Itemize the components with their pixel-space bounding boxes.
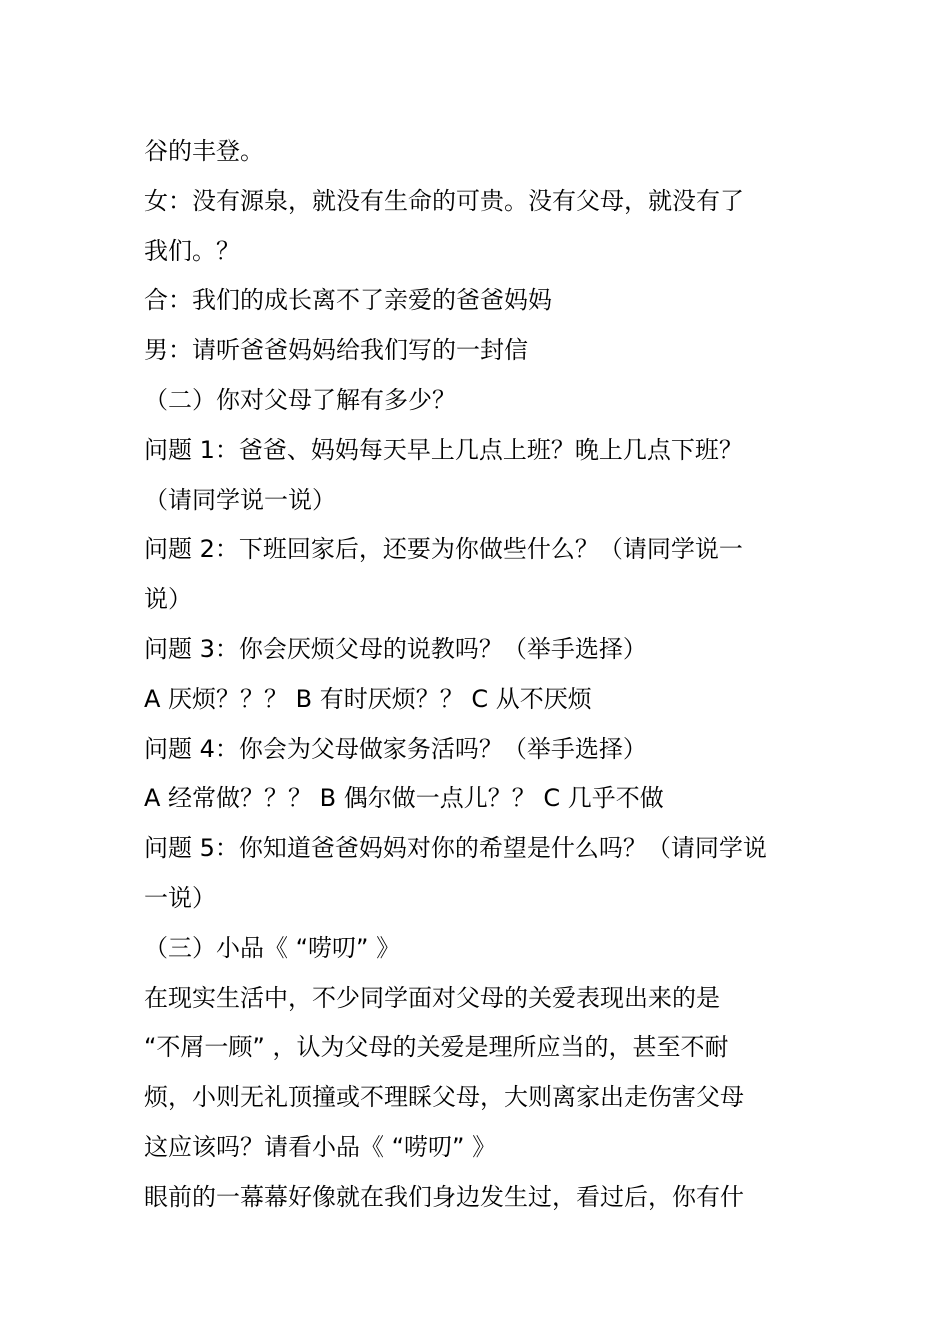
paragraph-line: “不屑一顾” ，认为父母的关爱是理所应当的，甚至不耐 <box>144 1033 729 1062</box>
paragraph-line: 眼前的一幕幕好像就在我们身边发生过，看过后，你有什 <box>144 1182 744 1211</box>
text-line: （请同学说一说） <box>144 485 336 514</box>
paragraph-line: 在现实生活中，不少同学面对父母的关爱表现出来的是 <box>144 983 720 1012</box>
text-line: 谷的丰登。 <box>144 137 264 165</box>
document-body <box>144 127 814 1223</box>
section-heading: （二）你对父母了解有多少？ <box>144 385 456 414</box>
question-line: 问题 1：爸爸、妈妈每天早上几点上班？晚上几点下班？ <box>144 435 743 464</box>
paragraph-line: 这应该吗？请看小品《 “唠叨” 》 <box>144 1132 497 1161</box>
question-line: 问题 2：下班回家后，还要为你做些什么？（请同学说一 <box>144 535 743 564</box>
text-line: 我们。？ <box>144 236 240 265</box>
answer-options: A 厌烦？？？ B 有时厌烦？？ C 从不厌烦 <box>144 684 592 713</box>
text-line: 一说） <box>144 883 216 912</box>
question-line: 问题 3：你会厌烦父母的说教吗？（举手选择） <box>144 634 647 663</box>
paragraph-line: 烦，小则无礼顶撞或不理睬父母，大则离家出走伤害父母 <box>144 1083 744 1112</box>
text-line: 男：请听爸爸妈妈给我们写的一封信 <box>144 336 528 365</box>
answer-options: A 经常做？？？ B 偶尔做一点儿？？ C 几乎不做 <box>144 784 664 813</box>
question-line: 问题 4：你会为父母做家务活吗？（举手选择） <box>144 734 647 763</box>
text-line: 女：没有源泉，就没有生命的可贵。没有父母，就没有了 <box>144 186 744 215</box>
text-line: 说） <box>144 585 192 614</box>
section-heading: （三）小品《 “唠叨” 》 <box>144 933 401 962</box>
question-line: 问题 5：你知道爸爸妈妈对你的希望是什么吗？（请同学说 <box>144 834 767 863</box>
text-line: 合：我们的成长离不了亲爱的爸爸妈妈 <box>144 286 552 315</box>
